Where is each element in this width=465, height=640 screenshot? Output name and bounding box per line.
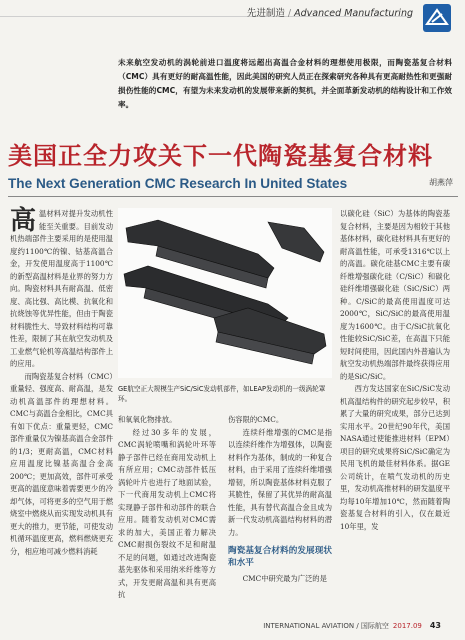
col3-paragraph-1: 连续纤维增强的CMC是指以连续纤维作为增强体，以陶瓷材料作为基体，制成的一种复合材料，由于采用了连续纤维增强增韧，所以陶瓷基体材料克服了其脆性，保留了其优异的耐高温性能，具有替代高温合金且成为新一代发动机高温结构材料的潜力。 [228, 427, 332, 537]
section-header [247, 5, 413, 19]
col1-paragraph-1-text: 温材料对提升发动机性能至关重要。目前发动机热端部件主要采用的是使用温度约1100℃的镍、钴基高温合金，开发使用温度高于1100℃的新型高温材料是业界的努力方向。陶瓷材料具有耐高温、低密度、高比强、高比模、抗氧化和抗烧蚀等优异性能，但由于陶瓷材料脆性大、导致材料结构可靠性差，限制了其在航空发动机及工业燃气轮机等高温结构部件上的应用。 [10, 209, 113, 368]
text-column-3 [228, 414, 332, 586]
section-subheading: 陶瓷基复合材料的发展现状和水平 [228, 546, 332, 568]
article-title-cn: 美国正全力攻关下一代陶瓷基复合材料 [8, 141, 433, 170]
col1-paragraph-2: 而陶瓷基复合材料（CMC）重量轻、强度高、耐高温，是发动机高温部件的理想材料。CMC与高温合金相比，CMC具有如下优点：重量更轻，CMC部件重量仅为镍基高温合金部件的1/3；更耐高温，CMC材料应用温度比镍基高温合金高200℃；更加高效，部件可承受更高的温度意味着需要更少的冷却气体，可将更多的空气用于燃烧室中燃烧从而实现发动机具有更大的推力，更节能，可使发动机循环温度更高，燃料燃烧更充分，相应地可减少燃料消耗 [10, 371, 113, 556]
author-name: 胡燕萍 [429, 178, 453, 187]
page-number: 43 [429, 621, 441, 630]
section-separator: / [287, 8, 292, 19]
dropcap: 高 [10, 206, 37, 236]
footer-magazine: INTERNATIONAL AVIATION / 国际航空 [263, 622, 389, 630]
text-column-2 [118, 414, 216, 602]
figure-caption: GE航空正大规模生产SiC/SiC发动机部件，如LEAP发动机的一级涡轮罩环。 [118, 385, 326, 403]
col3-paragraph-0: 伤容限的CMC。 [228, 415, 284, 424]
col3-paragraph-2: CMC中研究最为广泛的是 [242, 574, 327, 583]
article-title-en: The Next Generation CMC Research In United States [8, 176, 348, 191]
col4-paragraph-0: 以碳化硅（SiC）为基体的陶瓷基复合材料，主要是因为相较于其他基体材料，碳化硅材料具有更好的耐高温性能，可承受1316℃以上的高温。碳化硅基CMC主要有碳纤维增强碳化硅（C/SiC）和碳化硅纤维增强碳化硅（SiC/SiC）两种。C/SiC的最高使用温度可达2000℃，SiC/SiC的最高使用温度为1600℃。由于C/SiC抗氧化性能较SiC/SiC差，在高温下只能短时间使用，因此国内外普遍认为航空发动机热端部件最终获得应用的是SiC/SiC。 [340, 209, 450, 381]
section-cn: 先进制造 [246, 8, 285, 19]
col1-paragraph-1 [10, 208, 113, 371]
figure-cmc-shroud-image [118, 208, 332, 378]
text-column-4 [340, 208, 450, 533]
magazine-logo-icon [423, 4, 451, 32]
col2-paragraph-1: 经过30多年的发展，CMC涡轮喷嘴和涡轮叶环等静子部件已经在商用发动机上有所应用；CMC动部件低压涡轮叶片也进行了地面试验，下一代商用发动机上CMC将实现静子部件和动部件的联合应用。随着发动机对CMC需求的加大，美国正着力解决CMC耐损伤裂纹不足和耐温不足的问题，如通过改进陶瓷基先驱体和采用纳米纤维等方式，开发更耐高温和具有更高抗 [118, 427, 216, 599]
section-en: Advanced Manufacturing [294, 8, 413, 19]
text-column-1 [10, 208, 113, 558]
col2-paragraph-0: 和氧氧化物排放。 [118, 415, 177, 424]
intro-paragraph: 未来航空发动机的涡轮前进口温度将远超出高温合金材料的理想使用极限，而陶瓷基复合材料（CMC）具有更好的耐高温性能，因此美国的研究人员正在探索研究各种具有更高耐热性和更强耐损伤性能的CMC，有望为未来发动机的发展带来新的契机，并全面革新发动机的结构设计和工作效率。 [118, 58, 452, 109]
title-rule [8, 196, 458, 197]
footer-date: 2017.09 [392, 622, 422, 630]
col4-paragraph-1: 西方发达国家在SiC/SiC发动机高温结构件的研究起步较早，积累了大量的研究成果，部分已达到实用水平。20世纪90年代，美国NASA通过使能推进材料（EPM）项目的研究成果将SiC/SiC确定为民用飞机的最佳材料体系。据GE公司统计，在喷气发动机的历史里，发动机高推材料的研发温度平均每10年增加10℃，然而随着陶瓷基复合材料的引入，仅在最近10年里，发 [340, 384, 450, 531]
page-footer [263, 621, 441, 631]
